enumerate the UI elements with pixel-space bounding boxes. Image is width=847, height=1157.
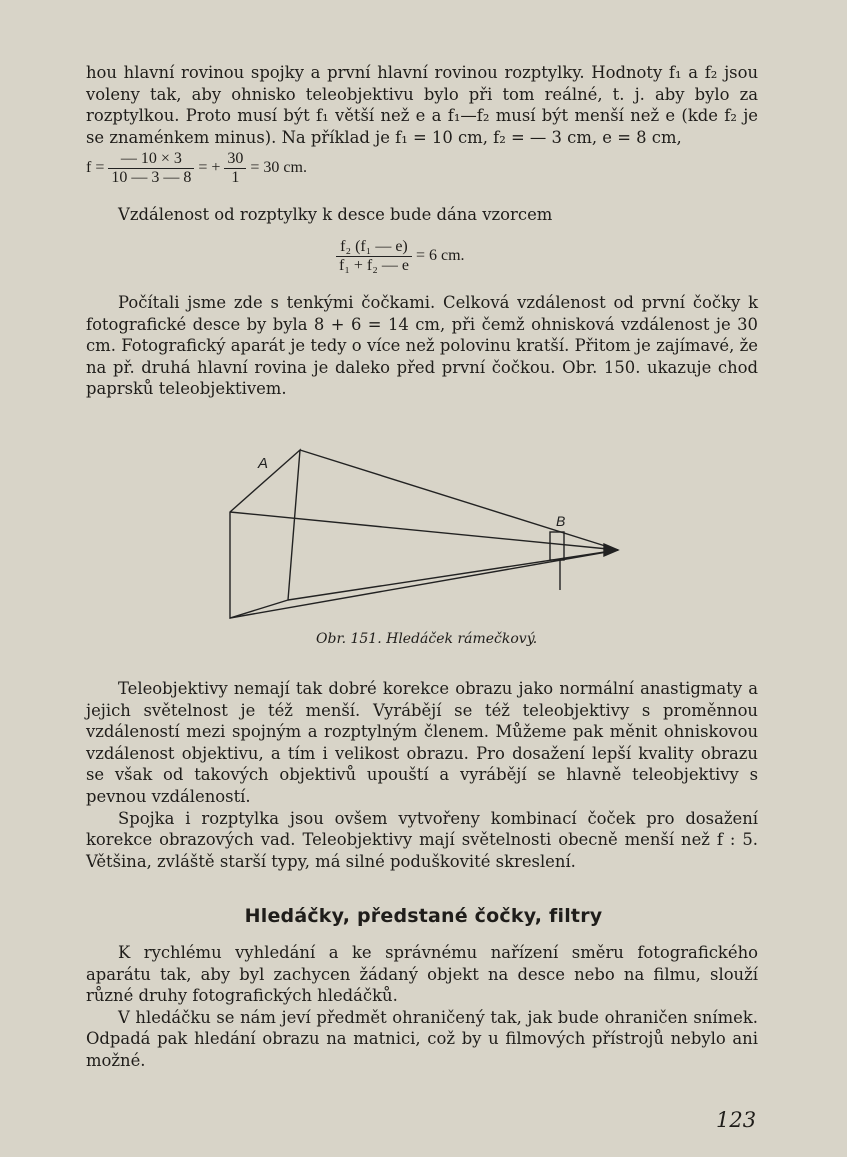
- eq-fraction-2: [224, 150, 246, 187]
- eq-distance-numerator: f₂ (f₁ — e): [336, 238, 412, 257]
- eq-denominator-2: 1: [231, 169, 240, 186]
- paragraph-text: Počítali jsme zde s tenkými čočkami. Celková vzdálenost od první čočky k fotografické desce by byla 8 + 6 = 14 cm, při čemž ohnisková vzdálenost je 30 cm. Fotografický aparát je tedy o více než polovinu kratší. Přitom je zajímavé, že na př. druhá hlavní rovina je daleko před první čočkou. Obr. 150. ukazuje chod paprsků teleobjektivem.: [86, 293, 758, 399]
- eq-denominator-1: 10 — 3 — 8: [111, 169, 192, 186]
- paragraph-teleobjectives: [86, 678, 758, 872]
- eq-numerator-2: 30: [224, 150, 246, 169]
- equation-focal-length: [86, 150, 307, 187]
- paragraph-text: Teleobjektivy nemají tak dobré korekce obrazu jako normální anastigmaty a jejich světelnost je též menší. Vyrábějí se též teleobjektivy s proměnnou vzdáleností mezi spojným a rozptylným členem. Můžeme pak měnit ohniskovou vzdálenost objektivu, a tím i velikost obrazu. Pro dosažení lepší kvality obrazu se však od takových objektivů upouští a vyrábějí se hlavně teleobjektivy s pevnou vzdáleností.: [86, 679, 758, 806]
- eq-lhs: f =: [86, 159, 105, 177]
- paragraph-text: Spojka i rozptylka jsou ovšem vytvořeny kombinací čoček pro dosažení korekce obrazových vad. Teleobjektivy mají světelnosti obecně menší než f : 5. Většina, zvláště starší typy, má silné poduškovité skreslení.: [86, 808, 758, 871]
- paragraph-thin-lenses: [86, 292, 758, 400]
- frame-outline: [230, 450, 300, 618]
- paragraph-text: V hledáčku se nám jeví předmět ohraničený tak, jak bude ohraničen snímek. Odpadá pak hledání obrazu na matnici, což by u filmových přístrojů nebylo ani možné.: [86, 1007, 758, 1070]
- figure-label-b: B: [556, 513, 566, 529]
- eq-fraction-distance: [336, 238, 412, 275]
- eye-arrow-icon: [604, 544, 618, 556]
- eq-fraction-1: [108, 150, 194, 187]
- paragraph-distance-intro: [86, 204, 758, 226]
- paragraph-intro: [86, 62, 758, 148]
- ray-bottom: [288, 550, 618, 600]
- figure-caption: Obr. 151. Hledáček rámečkový.: [316, 631, 538, 647]
- eq-distance-result: = 6 cm.: [415, 247, 465, 265]
- equation-distance: [336, 238, 465, 275]
- section-heading: Hledáčky, předstané čočky, filtry: [244, 905, 603, 927]
- figure-label-a: A: [258, 455, 269, 472]
- page-number: 123: [716, 1108, 757, 1132]
- eq-distance-denominator: f₁ + f₂ — e: [339, 257, 409, 274]
- paragraph-text: K rychlému vyhledání a ke správnému nařízení směru fotografického aparátu tak, aby byl zachycen žádaný objekt na desce nebo na filmu, slouží různé druhy fotografických hledáčků.: [86, 943, 758, 1006]
- viewfinder-figure: [210, 440, 630, 630]
- paragraph-viewfinders: [86, 942, 758, 1072]
- eq-middle: = +: [198, 159, 221, 177]
- eq-result: = 30 cm.: [250, 159, 307, 177]
- paragraph-text: Vzdálenost od rozptylky k desce bude dána vzorcem: [118, 205, 553, 224]
- paragraph-text: hou hlavní rovinou spojky a první hlavní rovinou rozptylky. Hodnoty f₁ a f₂ jsou voleny tak, aby ohnisko teleobjektivu bylo při tom reálné, t. j. aby bylo za rozptylkou. Proto musí být f₁ větší než e a f₁—f₂ musí být menší než e (kde f₂ je se znaménkem minus). Na příklad je f₁ = 10 cm, f₂ = — 3 cm, e = 8 cm,: [86, 63, 758, 147]
- eq-numerator-1: — 10 × 3: [108, 150, 194, 169]
- eyepiece-b: [550, 532, 564, 560]
